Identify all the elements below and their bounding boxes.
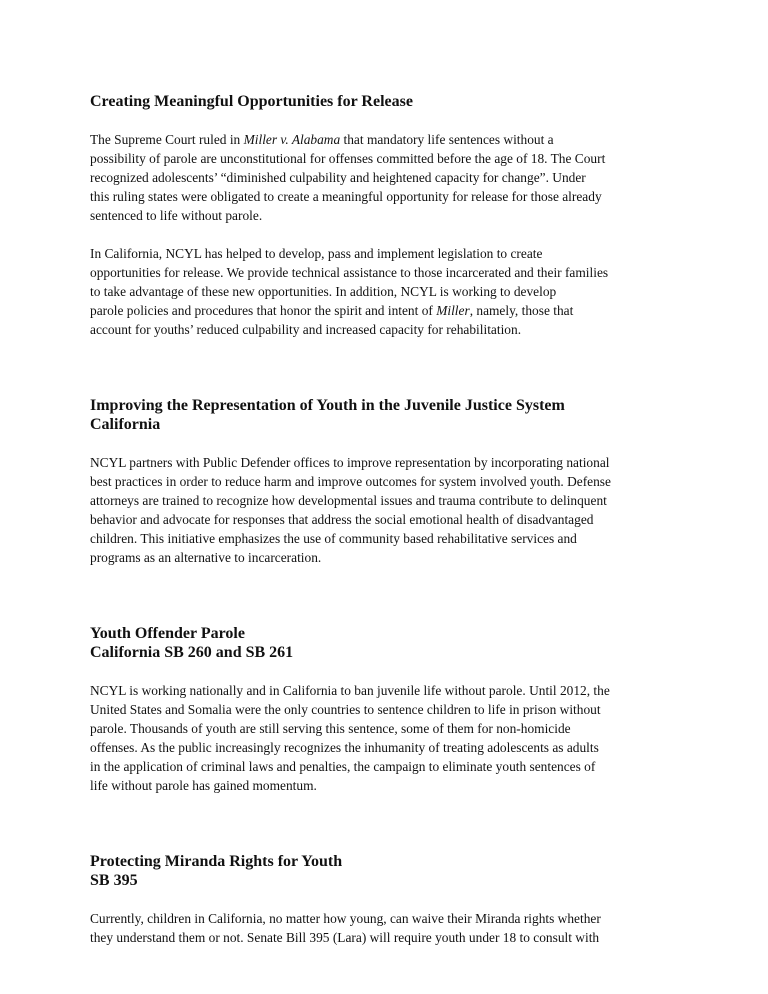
paragraph-line	[90, 529, 680, 548]
text-run: sentenced to life without parole.	[90, 208, 263, 223]
text-run: that mandatory life sentences without a	[340, 132, 554, 147]
section-heading	[90, 624, 680, 662]
text-run: United States and Somalia were the only countries to sentence children to life in prison without	[90, 702, 601, 717]
paragraph-line	[90, 453, 680, 472]
body-paragraph	[90, 681, 680, 795]
text-run: this ruling states were obligated to create a meaningful opportunity for release for those already	[90, 189, 602, 204]
text-run: , namely, those that	[469, 303, 574, 318]
paragraph-line	[90, 301, 680, 320]
paragraph-line	[90, 263, 680, 282]
document-page	[90, 92, 680, 947]
paragraph-line	[90, 206, 680, 225]
paragraph-line	[90, 928, 680, 947]
section-3	[90, 852, 680, 947]
paragraph-line	[90, 776, 680, 795]
text-run: recognized adolescents’ “diminished culpability and heightened capacity for change”. Under	[90, 170, 586, 185]
paragraph-line	[90, 149, 680, 168]
paragraph-line	[90, 187, 680, 206]
body-paragraph	[90, 130, 680, 225]
section-heading	[90, 396, 680, 434]
text-run: in the application of criminal laws and penalties, the campaign to eliminate youth sentences of	[90, 759, 596, 774]
italic-case-name: Miller v. Alabama	[243, 132, 341, 147]
text-run: parole. Thousands of youth are still serving this sentence, some of them for non-homicide	[90, 721, 571, 736]
text-run: life without parole has gained momentum.	[90, 778, 317, 793]
body-paragraph	[90, 909, 680, 947]
text-run: offenses. As the public increasingly recognizes the inhumanity of treating adolescents as adults	[90, 740, 599, 755]
heading-line: California SB 260 and SB 261	[90, 644, 294, 661]
italic-case-name: Miller	[436, 303, 470, 318]
text-run: to take advantage of these new opportunities. In addition, NCYL is working to develop	[90, 284, 557, 299]
paragraph-line	[90, 244, 680, 263]
paragraph-line	[90, 472, 680, 491]
text-run: parole policies and procedures that honor the spirit and intent of	[90, 303, 437, 318]
heading-line: SB 395	[90, 872, 138, 889]
text-run: account for youths’ reduced culpability and increased capacity for rehabilitation.	[90, 322, 522, 337]
section-2	[90, 624, 680, 795]
text-run: NCYL is working nationally and in California to ban juvenile life without parole. Until 2012, the	[90, 683, 610, 698]
text-run: they understand them or not. Senate Bill 395 (Lara) will require youth under 18 to consult with	[90, 930, 600, 945]
section-0	[90, 92, 680, 339]
section-spacer	[90, 567, 680, 624]
text-run: NCYL partners with Public Defender offices to improve representation by incorporating national	[90, 455, 610, 470]
paragraph-line	[90, 320, 680, 339]
heading-line: California	[90, 416, 161, 433]
heading-line: Protecting Miranda Rights for Youth	[90, 853, 343, 870]
paragraph-line	[90, 681, 680, 700]
text-run: best practices in order to reduce harm and improve outcomes for system involved youth. Defense	[90, 474, 611, 489]
heading-line: Creating Meaningful Opportunities for Release	[90, 93, 413, 110]
body-paragraph	[90, 244, 680, 339]
paragraph-line	[90, 738, 680, 757]
heading-line: Youth Offender Parole	[90, 625, 245, 642]
section-1	[90, 396, 680, 567]
text-run: Currently, children in California, no matter how young, can waive their Miranda rights whether	[90, 911, 601, 926]
text-run: opportunities for release. We provide technical assistance to those incarcerated and their families	[90, 265, 609, 280]
text-run: possibility of parole are unconstitutional for offenses committed before the age of 18. The Court	[90, 151, 606, 166]
section-heading	[90, 852, 680, 890]
paragraph-line	[90, 282, 680, 301]
paragraph-line	[90, 130, 680, 149]
text-run: attorneys are trained to recognize how developmental issues and trauma contribute to delinquent	[90, 493, 607, 508]
paragraph-line	[90, 168, 680, 187]
paragraph-line	[90, 548, 680, 567]
paragraph-line	[90, 757, 680, 776]
section-spacer	[90, 795, 680, 852]
text-run: The Supreme Court ruled in	[90, 132, 244, 147]
paragraph-line	[90, 491, 680, 510]
body-paragraph	[90, 453, 680, 567]
text-run: In California, NCYL has helped to develop, pass and implement legislation to create	[90, 246, 543, 261]
heading-line: Improving the Representation of Youth in the Juvenile Justice System	[90, 397, 565, 414]
paragraph-line	[90, 700, 680, 719]
paragraph-line	[90, 909, 680, 928]
section-heading	[90, 92, 680, 111]
text-run: children. This initiative emphasizes the use of community based rehabilitative services and	[90, 531, 577, 546]
text-run: programs as an alternative to incarceration.	[90, 550, 322, 565]
paragraph-line	[90, 510, 680, 529]
paragraph-line	[90, 719, 680, 738]
text-run: behavior and advocate for responses that address the social emotional health of disadvantaged	[90, 512, 594, 527]
section-spacer	[90, 339, 680, 396]
